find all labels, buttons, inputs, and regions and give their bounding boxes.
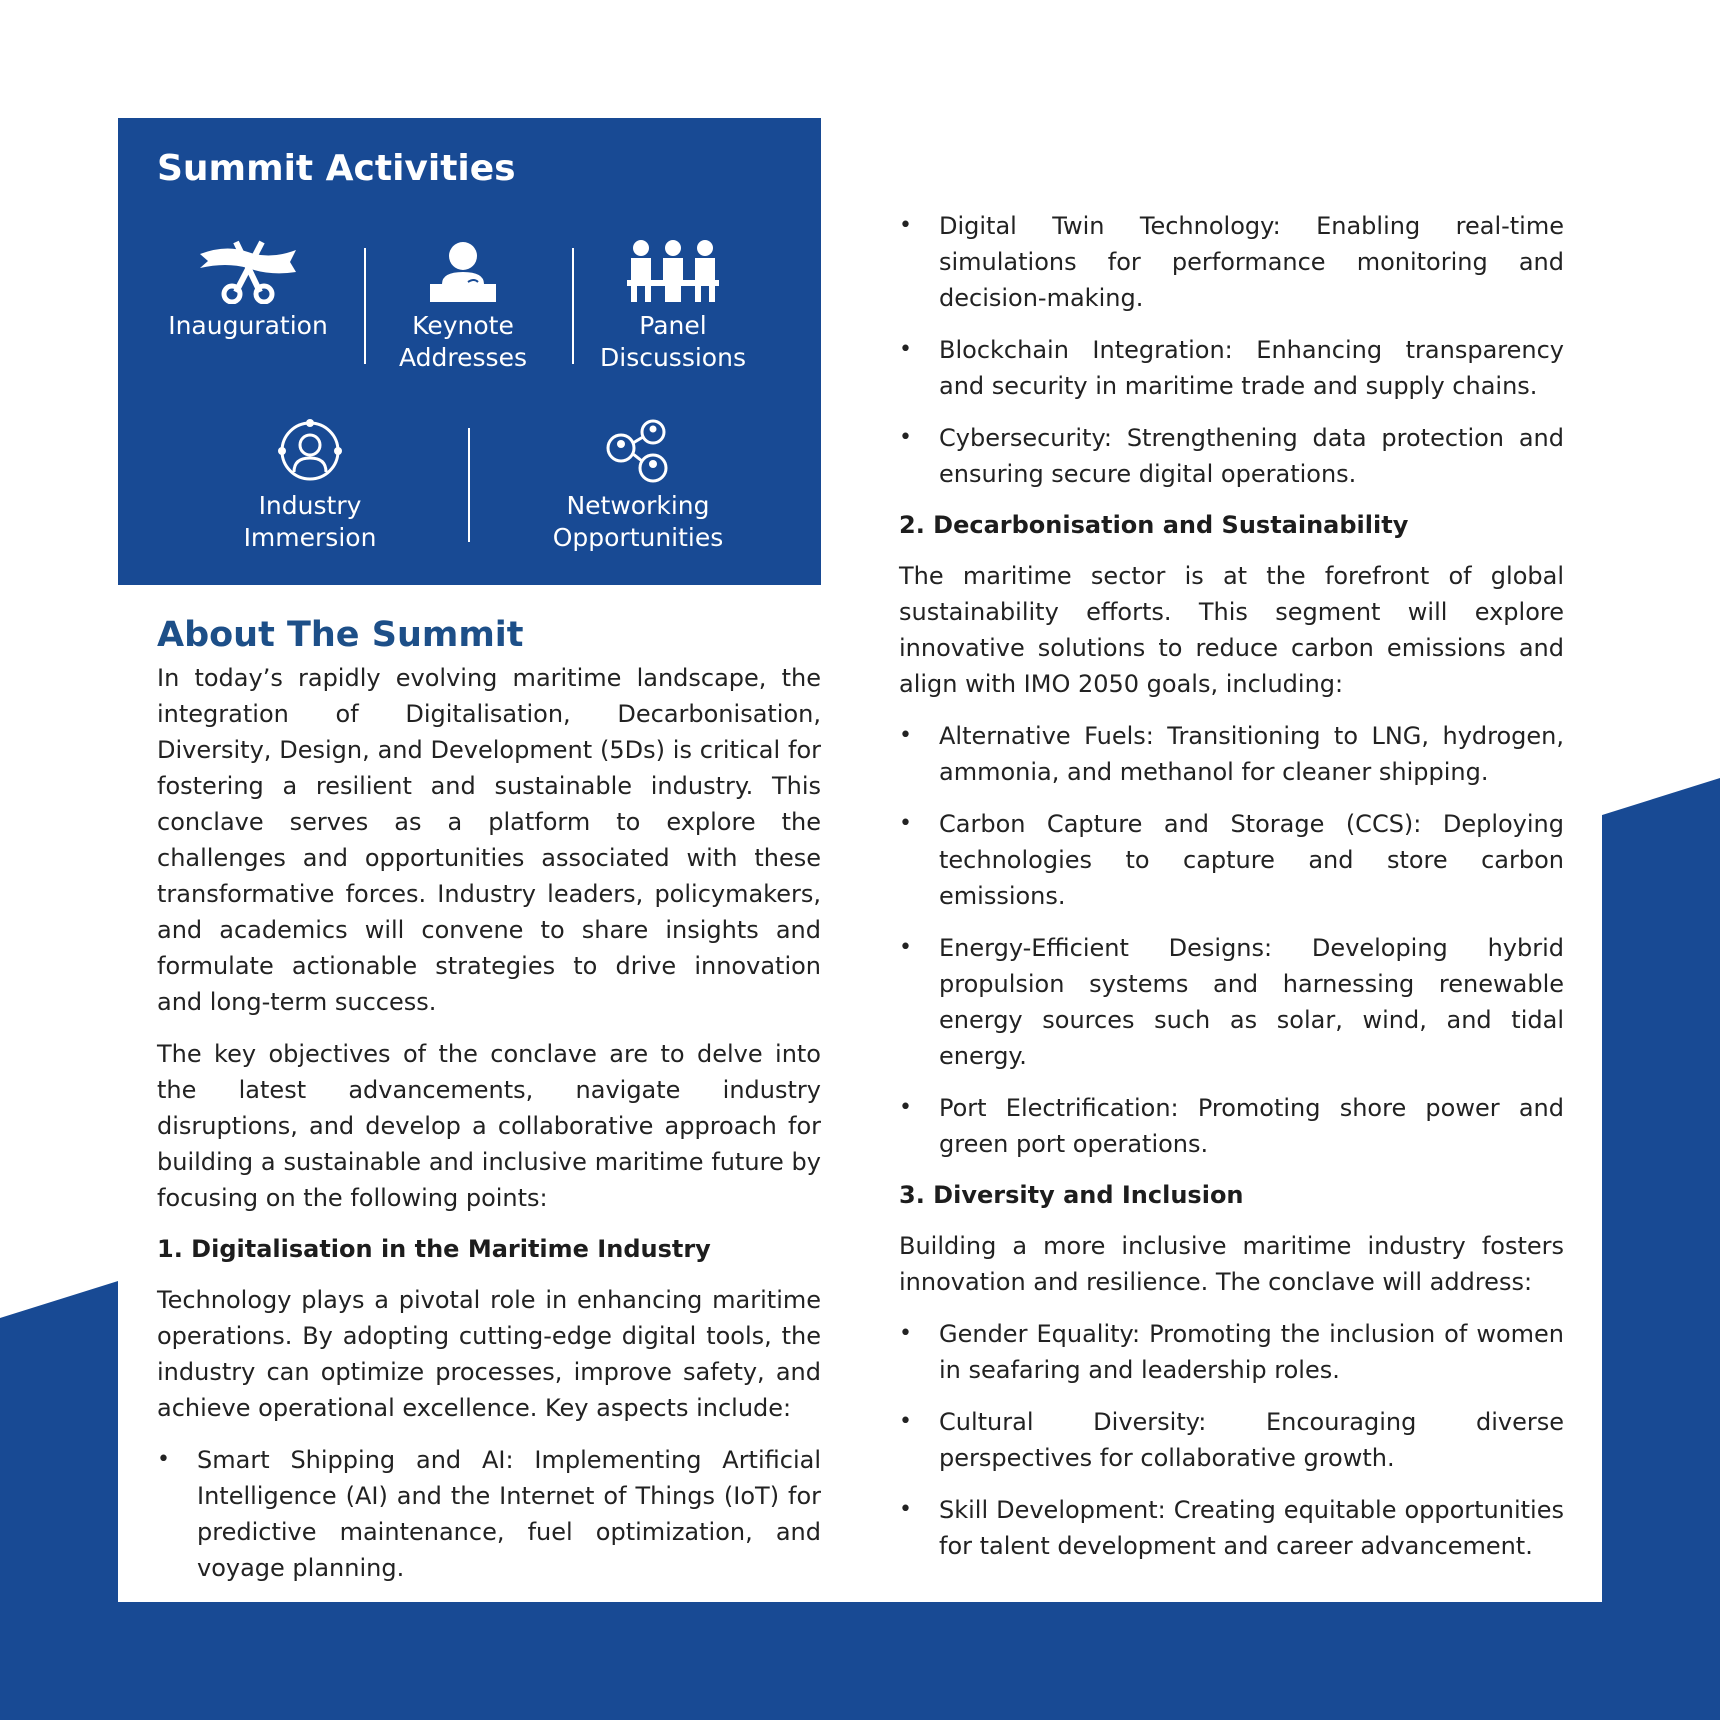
- section-intro: Building a more inclusive maritime industry fosters innovation and resilience. The conclave will address:: [899, 1232, 1564, 1296]
- ribbon-scissors-icon: [196, 238, 300, 304]
- activity-networking-opportunities: [533, 418, 743, 554]
- activity-industry-immersion: [220, 418, 400, 554]
- list-item: • Skill Development: Creating equitable opportunities for talent development and career advancement.: [899, 1492, 1564, 1564]
- panel-people-icon: [625, 238, 721, 304]
- about-paragraph: The key objectives of the conclave are to delve into the latest advancements, navigate industry disruptions, and develop a collaborative approach for building a sustainable and inclusive maritime future by focusing on the following points:: [157, 1040, 821, 1212]
- summit-activities-panel: [118, 118, 821, 585]
- activity-inauguration: [163, 238, 333, 342]
- left-column: [157, 612, 821, 1602]
- list-item: • Carbon Capture and Storage (CCS): Deploying technologies to capture and store carbon emissions.: [899, 806, 1564, 914]
- person-network-icon: [277, 418, 343, 484]
- section-heading-diversity: 3. Diversity and Inclusion: [899, 1181, 1244, 1209]
- list-item: • Cybersecurity: Strengthening data protection and ensuring secure digital operations.: [899, 420, 1564, 492]
- section-heading-digitalisation: 1. Digitalisation in the Maritime Industry: [157, 1235, 711, 1263]
- digitalisation-list-continued: [899, 208, 1564, 492]
- activity-label: Industry Immersion: [243, 491, 377, 552]
- section-intro: Technology plays a pivotal role in enhancing maritime operations. By adopting cutting-edge digital tools, the industry can optimize processes, improve safety, and achieve operational excellence. Key aspects include:: [157, 1286, 821, 1422]
- list-item: • Cultural Diversity: Encouraging diverse perspectives for collaborative growth.: [899, 1404, 1564, 1476]
- list-item: • Gender Equality: Promoting the inclusion of women in seafaring and leadership roles.: [899, 1316, 1564, 1388]
- activity-label: Panel Discussions: [600, 311, 746, 372]
- section-heading-decarbonisation: 2. Decarbonisation and Sustainability: [899, 511, 1409, 539]
- activity-label: Networking Opportunities: [552, 491, 724, 552]
- content-card: [118, 118, 1602, 1602]
- list-item: • Blockchain Integration: Enhancing transparency and security in maritime trade and supply chains.: [899, 332, 1564, 404]
- activities-title: Summit Activities: [157, 148, 516, 189]
- activity-label: Inauguration: [168, 311, 328, 340]
- activity-keynote-addresses: [368, 238, 558, 374]
- divider: [364, 248, 366, 364]
- right-column: [899, 208, 1564, 1580]
- divider: [468, 428, 470, 542]
- list-item: • Smart Shipping and AI: Implementing Artificial Intelligence (AI) and the Internet of Things (IoT) for predictive maintenance, fuel optimization, and voyage planning.: [157, 1442, 821, 1586]
- list-item: • Alternative Fuels: Transitioning to LNG, hydrogen, ammonia, and methanol for cleaner shipping.: [899, 718, 1564, 790]
- list-item: • Port Electrification: Promoting shore power and green port operations.: [899, 1090, 1564, 1162]
- activity-label: Keynote Addresses: [399, 311, 527, 372]
- about-title: About The Summit: [157, 615, 524, 655]
- networking-people-icon: [603, 418, 673, 484]
- diversity-list: [899, 1316, 1564, 1564]
- activity-panel-discussions: [578, 238, 768, 374]
- digitalisation-list: [157, 1442, 821, 1586]
- divider: [572, 248, 574, 364]
- list-item: • Digital Twin Technology: Enabling real-time simulations for performance monitoring and decision-making.: [899, 208, 1564, 316]
- section-intro: The maritime sector is at the forefront of global sustainability efforts. This segment will explore innovative solutions to reduce carbon emissions and align with IMO 2050 goals, including:: [899, 562, 1564, 698]
- list-item: • Energy-Efficient Designs: Developing hybrid propulsion systems and harnessing renewable energy sources such as solar, wind, and tidal energy.: [899, 930, 1564, 1074]
- decarbonisation-list: [899, 718, 1564, 1162]
- speaker-podium-icon: [426, 238, 500, 304]
- about-paragraph: In today’s rapidly evolving maritime landscape, the integration of Digitalisation, Decarbonisation, Diversity, Design, and Development (5Ds) is critical for fostering a resilient and sustainable industry. This conclave serves as a platform to explore the challenges and opportunities associated with these transformative forces. Industry leaders, policymakers, and academics will convene to share insights and formulate actionable strategies to drive innovation and long-term success.: [157, 664, 821, 1016]
